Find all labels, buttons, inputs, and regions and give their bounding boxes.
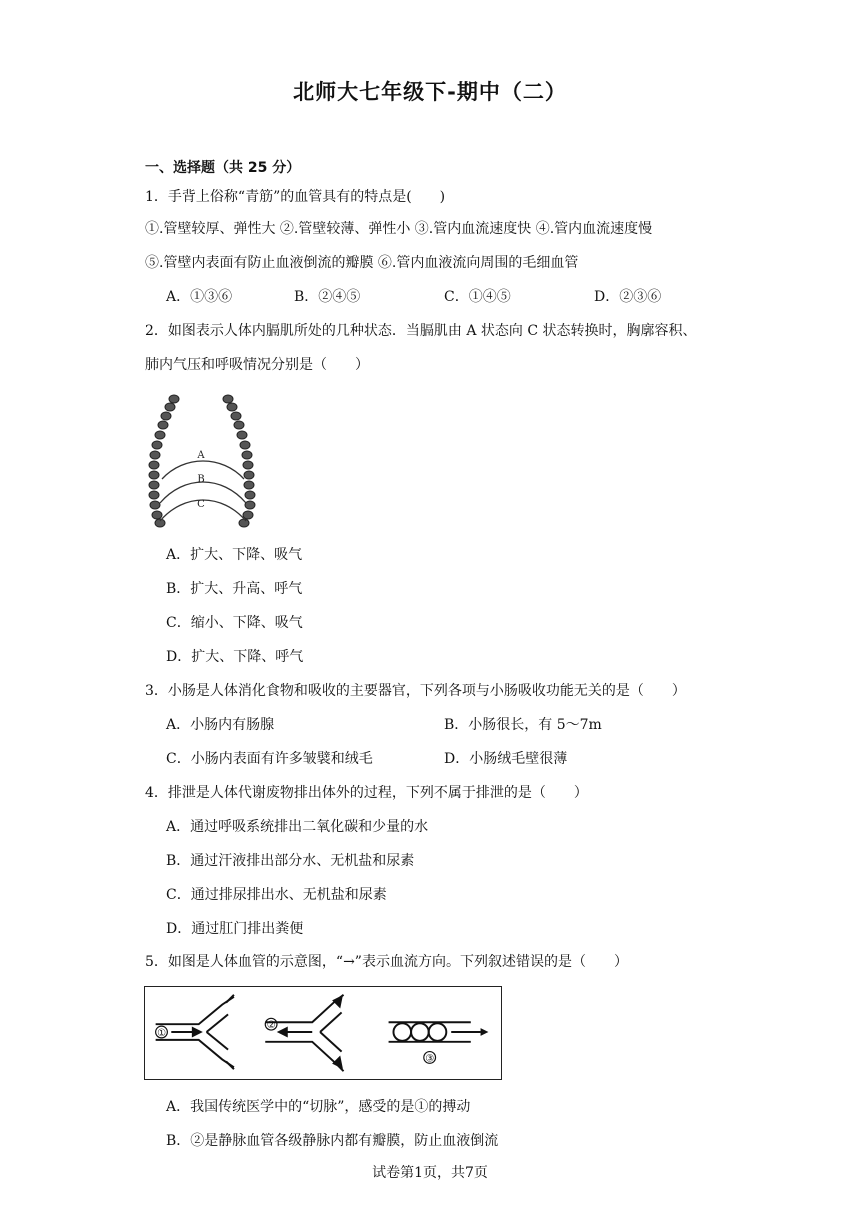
q1-stem-line3: ⑤.管壁内表面有防止血液倒流的瓣膜 ⑥.管内血液流向周围的毛细血管 [145,255,579,271]
page-title: 北师大七年级下-期中（二） [293,80,567,104]
q2-option-b[interactable]: B．扩大、升高、呼气 [166,581,303,597]
q3-stem: 3．小肠是人体消化食物和吸收的主要器官，下列各项与小肠吸收功能无关的是（ ） [145,683,686,699]
q1-option-b[interactable]: B．②④⑤ [294,289,361,305]
q5-stem: 5．如图是人体血管的示意图，“→”表示血流方向。下列叙述错误的是（ ） [145,954,628,970]
q4-option-d[interactable]: D．通过肛门排出粪便 [166,921,304,937]
q1-stem-line2: ①.管壁较厚、弹性大 ②.管壁较薄、弹性小 ③.管内血流速度快 ④.管内血流速度慢 [145,221,653,237]
q2-stem-line1: 2．如图表示人体内膈肌所处的几种状态．当膈肌由 A 状态向 C 状态转换时，胸廓容积、 [145,323,697,339]
q3-option-b[interactable]: B．小肠很长，有 5～7m [444,717,602,733]
q2-option-a[interactable]: A．扩大、下降、吸气 [166,547,303,563]
q1-option-d[interactable]: D．②③⑥ [594,289,662,305]
vessel-label-2: ② [266,1020,276,1032]
q1-option-a[interactable]: A．①③⑥ [166,289,233,305]
vessel-label-1: ① [157,1027,166,1039]
q1-option-c[interactable]: C．①④⑤ [444,289,511,305]
diaphragm-label-b: B [197,474,205,485]
q5-option-a[interactable]: A．我国传统医学中的“切脉”，感受的是①的搏动 [166,1099,471,1115]
q2-option-d[interactable]: D．扩大、下降、呼气 [166,649,304,665]
blood-vessel-figure [144,986,502,1080]
q4-stem: 4．排泄是人体代谢废物排出体外的过程，下列不属于排泄的是（ ） [145,785,588,801]
vessel-label-3: ③ [425,1053,435,1065]
diaphragm-label-c: C [197,499,205,510]
page-footer: 试卷第1页，共7页 [372,1165,488,1181]
q4-option-a[interactable]: A．通过呼吸系统排出二氧化碳和少量的水 [166,819,429,835]
q3-option-c[interactable]: C．小肠内表面有许多皱襞和绒毛 [166,751,373,767]
diaphragm-label-a: A [197,450,205,461]
q5-option-b[interactable]: B．②是静脉血管各级静脉内都有瓣膜，防止血液倒流 [166,1133,499,1149]
q1-stem-line1: 1．手背上俗称“青筋”的血管具有的特点是( ) [145,189,446,205]
q3-option-a[interactable]: A．小肠内有肠腺 [166,717,275,733]
q4-option-c[interactable]: C．通过排尿排出水、无机盐和尿素 [166,887,387,903]
q2-option-c[interactable]: C．缩小、下降、吸气 [166,615,303,631]
q4-option-b[interactable]: B．通过汗液排出部分水、无机盐和尿素 [166,853,415,869]
diaphragm-figure [144,393,264,531]
section-heading: 一、选择题（共 25 分） [145,160,301,176]
q3-option-d[interactable]: D．小肠绒毛壁很薄 [444,751,568,767]
q2-stem-line2: 肺内气压和呼吸情况分别是（ ） [145,357,369,373]
